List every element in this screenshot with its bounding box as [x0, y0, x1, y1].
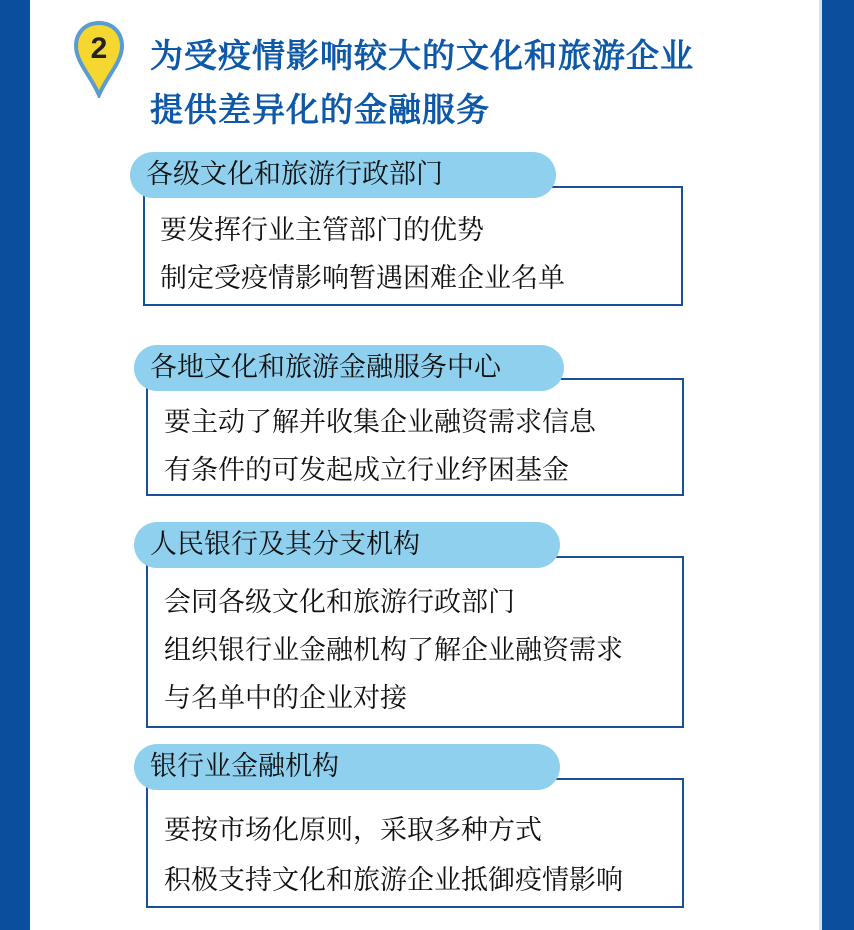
section-3-line-1: 会同各级文化和旅游行政部门: [164, 587, 515, 618]
pin-number: 2: [90, 32, 108, 65]
section-2-heading: 各地文化和旅游金融服务中心: [134, 345, 564, 391]
page-title-line-1: 为受疫情影响较大的文化和旅游企业: [150, 36, 694, 75]
page-title-line-2: 提供差异化的金融服务: [150, 90, 490, 129]
section-1-heading: 各级文化和旅游行政部门: [130, 152, 556, 198]
right-border-bar: [822, 0, 854, 930]
left-border-bar: [0, 0, 30, 930]
section-1-line-2: 制定受疫情影响暂遇困难企业名单: [160, 263, 565, 294]
section-3-line-2: 组织银行业金融机构了解企业融资需求: [164, 635, 623, 666]
section-4-heading: 银行业金融机构: [134, 744, 560, 790]
section-4-line-2: 积极支持文化和旅游企业抵御疫情影响: [164, 865, 623, 896]
section-4-line-1: 要按市场化原则，采取多种方式: [164, 815, 542, 846]
number-pin-icon: [73, 20, 125, 98]
section-3-heading: 人民银行及其分支机构: [134, 522, 560, 568]
section-2-line-1: 要主动了解并收集企业融资需求信息: [164, 407, 596, 438]
section-3-line-3: 与名单中的企业对接: [164, 683, 407, 714]
section-1-line-1: 要发挥行业主管部门的优势: [160, 215, 484, 246]
section-2-line-2: 有条件的可发起成立行业纾困基金: [164, 455, 569, 486]
